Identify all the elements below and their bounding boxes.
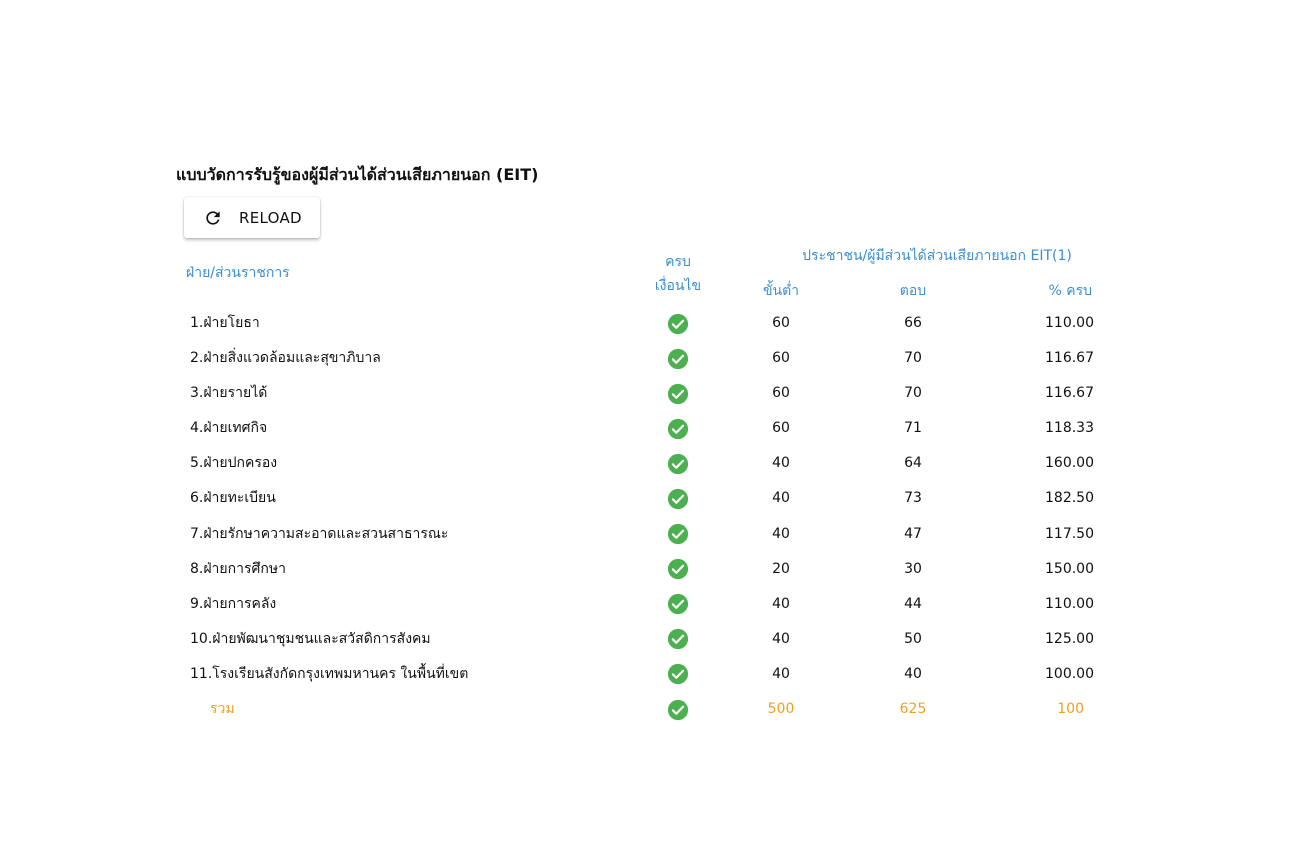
department-name: 6.ฝ่ายทะเบียน bbox=[190, 490, 276, 507]
minimum-value: 500 bbox=[767, 701, 795, 718]
answered-value: 71 bbox=[904, 420, 922, 437]
percent-value: 100.00 bbox=[1045, 665, 1094, 682]
minimum-value: 40 bbox=[772, 490, 790, 507]
department-name: 9.ฝ่ายการคลัง bbox=[190, 595, 277, 612]
percent-value: 150.00 bbox=[1045, 560, 1094, 577]
department-name: 3.ฝ่ายรายได้ bbox=[190, 385, 268, 402]
check-circle-icon bbox=[667, 411, 689, 446]
header-percent: % ครบ bbox=[1048, 283, 1092, 299]
check-circle-icon bbox=[667, 306, 689, 341]
department-name: 5.ฝ่ายปกครอง bbox=[190, 455, 278, 472]
table-total-row bbox=[0, 692, 1292, 727]
minimum-value: 60 bbox=[772, 420, 790, 437]
check-circle-icon bbox=[667, 587, 689, 622]
header-complete-line2: เงื่อนไข bbox=[654, 278, 702, 294]
department-name: 2.ฝ่ายสิ่งแวดล้อมและสุขาภิบาล bbox=[190, 350, 381, 367]
department-name: 11.โรงเรียนสังกัดกรุงเทพมหานคร ในพื้นที่เขต bbox=[190, 665, 469, 682]
header-complete-line1: ครบ bbox=[665, 254, 691, 270]
department-name: 4.ฝ่ายเทศกิจ bbox=[190, 420, 268, 437]
header-group-eit: ประชาชน/ผู้มีส่วนได้ส่วนเสียภายนอก EIT(1) bbox=[802, 248, 1072, 264]
percent-value: 110.00 bbox=[1045, 315, 1094, 331]
answered-value: 70 bbox=[904, 350, 922, 367]
percent-value: 182.50 bbox=[1045, 490, 1094, 507]
table-row bbox=[0, 306, 1292, 341]
table-row bbox=[0, 411, 1292, 446]
minimum-value: 60 bbox=[772, 385, 790, 402]
table-row bbox=[0, 657, 1292, 692]
table-body bbox=[0, 306, 1292, 727]
minimum-value: 60 bbox=[772, 315, 790, 331]
header-complete bbox=[640, 250, 716, 298]
answered-value: 70 bbox=[904, 385, 922, 402]
check-circle-icon bbox=[667, 341, 689, 376]
table-row bbox=[0, 446, 1292, 481]
header-answered: ตอบ bbox=[899, 283, 927, 299]
total-label: รวม bbox=[210, 701, 235, 718]
check-circle-icon bbox=[667, 376, 689, 411]
department-name: 8.ฝ่ายการศึกษา bbox=[190, 560, 286, 577]
minimum-value: 40 bbox=[772, 665, 790, 682]
check-circle-icon bbox=[667, 481, 689, 516]
table-row bbox=[0, 341, 1292, 376]
check-circle-icon bbox=[667, 622, 689, 657]
answered-value: 40 bbox=[904, 665, 922, 682]
header-minimum: ขั้นต่ำ bbox=[762, 283, 800, 299]
answered-value: 66 bbox=[904, 315, 922, 331]
percent-value: 116.67 bbox=[1045, 350, 1094, 367]
answered-value: 64 bbox=[904, 455, 922, 472]
minimum-value: 40 bbox=[772, 525, 790, 542]
percent-value: 117.50 bbox=[1045, 525, 1094, 542]
check-circle-icon bbox=[667, 552, 689, 587]
check-circle-icon bbox=[667, 446, 689, 481]
answered-value: 47 bbox=[904, 525, 922, 542]
reload-button[interactable] bbox=[184, 197, 320, 238]
percent-value: 125.00 bbox=[1045, 630, 1094, 647]
percent-value: 100 bbox=[1057, 701, 1084, 718]
check-circle-icon bbox=[667, 657, 689, 692]
page-title: แบบวัดการรับรู้ของผู้มีส่วนได้ส่วนเสียภายนอก (EIT) bbox=[176, 165, 539, 184]
table-row bbox=[0, 622, 1292, 657]
minimum-value: 40 bbox=[772, 455, 790, 472]
refresh-icon bbox=[203, 208, 223, 228]
answered-value: 30 bbox=[904, 560, 922, 577]
table-row bbox=[0, 376, 1292, 411]
percent-value: 118.33 bbox=[1045, 420, 1094, 437]
percent-value: 116.67 bbox=[1045, 385, 1094, 402]
reload-label: RELOAD bbox=[239, 208, 302, 227]
answered-value: 50 bbox=[904, 630, 922, 647]
check-circle-icon bbox=[667, 692, 689, 727]
department-name: 10.ฝ่ายพัฒนาชุมชนและสวัสดิการสังคม bbox=[190, 630, 431, 647]
header-department: ฝ่าย/ส่วนราชการ bbox=[186, 265, 290, 281]
table-row bbox=[0, 587, 1292, 622]
answered-value: 44 bbox=[904, 595, 922, 612]
minimum-value: 60 bbox=[772, 350, 790, 367]
percent-value: 160.00 bbox=[1045, 455, 1094, 472]
answered-value: 625 bbox=[899, 701, 927, 718]
table-row bbox=[0, 552, 1292, 587]
answered-value: 73 bbox=[904, 490, 922, 507]
check-circle-icon bbox=[667, 517, 689, 552]
table-row bbox=[0, 517, 1292, 552]
department-name: 1.ฝ่ายโยธา bbox=[190, 315, 260, 331]
minimum-value: 40 bbox=[772, 630, 790, 647]
minimum-value: 20 bbox=[772, 560, 790, 577]
table-row bbox=[0, 481, 1292, 516]
percent-value: 110.00 bbox=[1045, 595, 1094, 612]
minimum-value: 40 bbox=[772, 595, 790, 612]
department-name: 7.ฝ่ายรักษาความสะอาดและสวนสาธารณะ bbox=[190, 525, 449, 542]
